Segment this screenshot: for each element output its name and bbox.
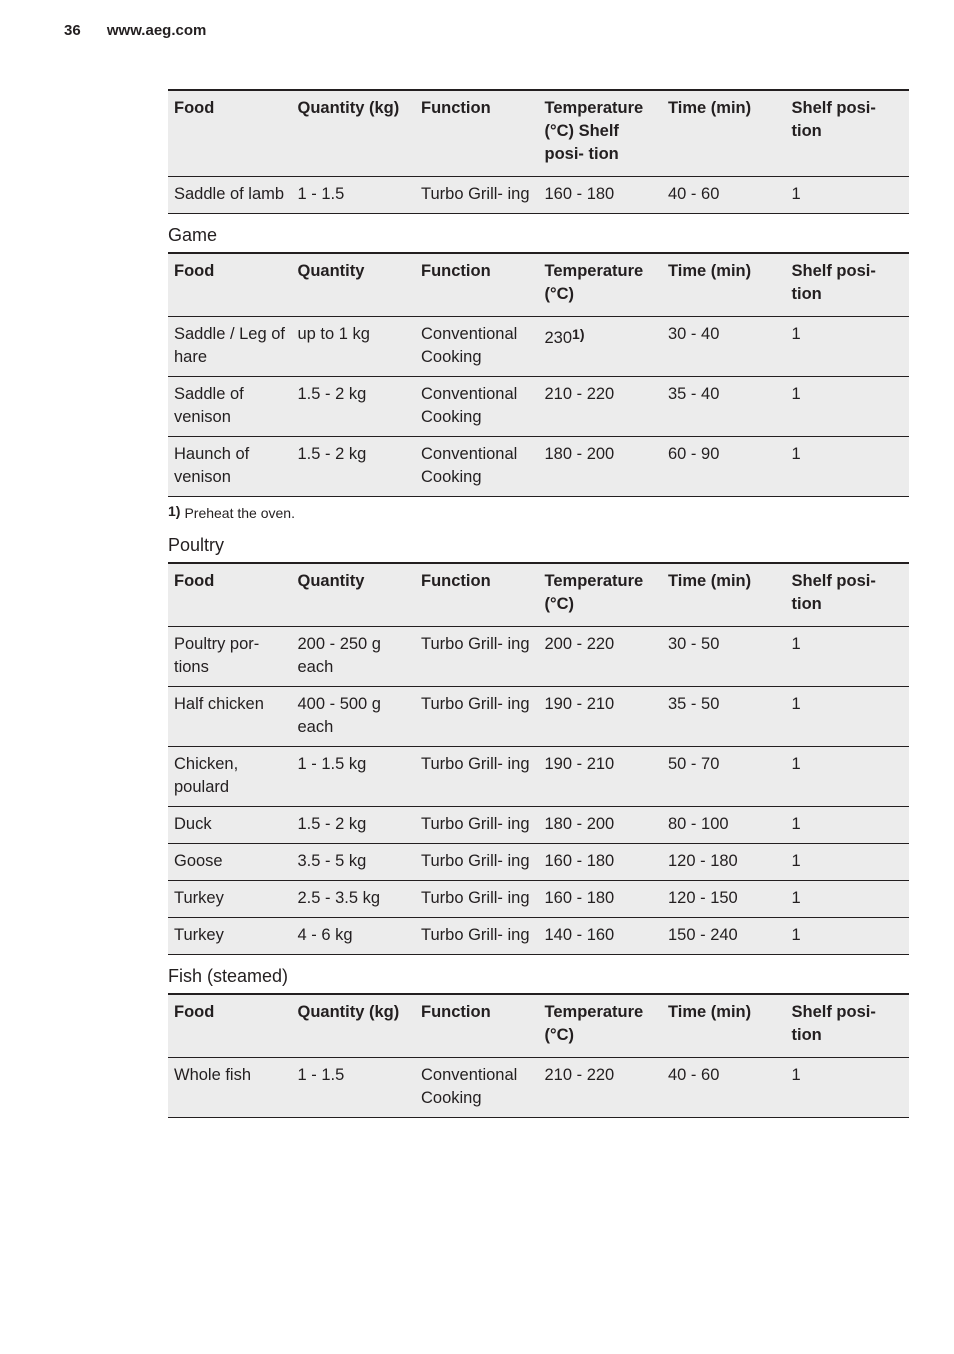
cell-food: Saddle / Leg of hare [174,325,286,366]
cell-function: Conventional Cooking [421,325,518,366]
cell-quantity: 1.5 - 2 kg [297,385,367,403]
cell-shelf: 1 [791,815,801,833]
header-temperature: Temperature (°C) Shelf posi- tion [544,99,644,163]
table-lamb [168,89,909,214]
cell-function: Turbo Grill- ing [421,815,530,833]
cell-temperature: 180 - 200 [544,815,615,833]
header-quantity: Quantity (kg) [297,99,400,117]
header-food: Food [174,99,215,117]
table-row [168,627,909,687]
header-function: Function [421,572,491,590]
temperature-value: 230 [544,329,573,347]
cell-shelf: 1 [791,185,801,203]
cell-time: 120 - 180 [668,852,738,870]
footnote [168,500,909,524]
cell-shelf: 1 [791,755,801,773]
cell-temperature: 210 - 220 [544,1066,615,1084]
cell-food: Turkey [174,889,224,907]
header-time: Time (min) [668,572,752,590]
cell-temperature: 200 - 220 [544,635,615,653]
cell-quantity: 1 - 1.5 [297,1066,345,1084]
cell-time: 40 - 60 [668,1066,720,1084]
header-temperature: Temperature (°C) [544,1003,644,1044]
cell-quantity: 2.5 - 3.5 kg [297,889,381,907]
cell-food: Half chicken [174,695,264,713]
table-row [168,881,909,918]
cell-quantity: 1.5 - 2 kg [297,445,367,463]
header-shelf: Shelf posi- tion [791,1003,876,1044]
cell-food: Saddle of lamb [174,185,285,203]
cell-temperature: 140 - 160 [544,926,615,944]
cell-quantity: 1 - 1.5 [297,185,345,203]
page-header [64,22,206,39]
table-row [168,317,909,377]
cell-shelf: 1 [791,889,801,907]
cell-temperature: 180 - 200 [544,445,615,463]
table-row [168,844,909,881]
section-title-fish: Fish (steamed) [168,966,289,986]
cell-temperature: 160 - 180 [544,852,615,870]
cell-quantity: 1 - 1.5 kg [297,755,367,773]
cell-function: Turbo Grill- ing [421,695,530,713]
cell-function: Conventional Cooking [421,445,518,486]
table-poultry [168,562,909,955]
cell-food: Haunch of venison [174,445,250,486]
cell-quantity: 4 - 6 kg [297,926,353,944]
cell-shelf: 1 [791,1066,801,1084]
header-quantity: Quantity [297,262,365,280]
cell-quantity: 200 - 250 g each [297,635,381,676]
cell-time: 35 - 50 [668,695,720,713]
cell-time: 80 - 100 [668,815,729,833]
cell-time: 50 - 70 [668,755,720,773]
cell-quantity: 3.5 - 5 kg [297,852,367,870]
header-quantity: Quantity (kg) [297,1003,400,1021]
cell-time: 120 - 150 [668,889,738,907]
cell-temperature: 210 - 220 [544,385,615,403]
cell-quantity: up to 1 kg [297,325,370,343]
table-row [168,177,909,214]
cell-function: Turbo Grill- ing [421,926,530,944]
cell-time: 40 - 60 [668,185,720,203]
table-game [168,252,909,497]
cell-function: Turbo Grill- ing [421,755,530,773]
cell-time: 150 - 240 [668,926,738,944]
cell-shelf: 1 [791,385,801,403]
cell-function: Turbo Grill- ing [421,852,530,870]
header-time: Time (min) [668,262,752,280]
cell-function: Turbo Grill- ing [421,635,530,653]
cell-shelf: 1 [791,926,801,944]
cell-function: Turbo Grill- ing [421,185,530,203]
header-quantity: Quantity [297,572,365,590]
table-header-row [168,90,909,177]
cell-food: Goose [174,852,223,870]
cell-shelf: 1 [791,695,801,713]
table-row [168,687,909,747]
cell-function: Turbo Grill- ing [421,889,530,907]
table-row [168,377,909,437]
footnote-mark: 1) [168,503,181,519]
cell-function: Conventional Cooking [421,1066,518,1107]
cell-shelf: 1 [791,635,801,653]
header-function: Function [421,99,491,117]
cell-shelf: 1 [791,852,801,870]
header-time: Time (min) [668,99,752,117]
table-header-row [168,994,909,1058]
table-fish [168,993,909,1118]
cell-quantity: 400 - 500 g each [297,695,381,736]
cell-food: Whole fish [174,1066,252,1084]
cell-shelf: 1 [791,325,801,343]
page-number: 36 [64,22,81,39]
header-function: Function [421,1003,491,1021]
cell-temperature: 160 - 180 [544,889,615,907]
header-temperature: Temperature (°C) [544,572,644,613]
section-title-poultry: Poultry [168,535,225,555]
cell-function: Conventional Cooking [421,385,518,426]
header-shelf: Shelf posi- tion [791,262,876,303]
header-temperature: Temperature (°C) [544,262,644,303]
header-url[interactable]: www.aeg.com [106,22,207,39]
table-header-row [168,563,909,627]
footnote-reference[interactable]: 1) [572,326,585,342]
table-row [168,1058,909,1118]
footnote-text: Preheat the oven. [184,505,295,521]
header-food: Food [174,1003,215,1021]
cell-food: Duck [174,815,212,833]
cell-temperature: 190 - 210 [544,695,615,713]
page-content [168,89,909,1118]
cell-temperature: 190 - 210 [544,755,615,773]
cell-food: Poultry por- tions [174,635,260,676]
cell-time: 60 - 90 [668,445,720,463]
table-row [168,918,909,955]
header-food: Food [174,262,215,280]
header-function: Function [421,262,491,280]
cell-time: 35 - 40 [668,385,720,403]
cell-food: Turkey [174,926,224,944]
table-row [168,807,909,844]
cell-food: Saddle of venison [174,385,244,426]
header-shelf: Shelf posi- tion [791,572,876,613]
cell-time: 30 - 50 [668,635,720,653]
section-title-game: Game [168,225,218,245]
cell-temperature [539,317,663,377]
table-row [168,747,909,807]
header-shelf: Shelf posi- tion [791,99,876,140]
cell-time: 30 - 40 [668,325,720,343]
cell-shelf: 1 [791,445,801,463]
cell-food: Chicken, poulard [174,755,239,796]
table-header-row [168,253,909,317]
header-food: Food [174,572,215,590]
cell-temperature: 160 - 180 [544,185,615,203]
header-time: Time (min) [668,1003,752,1021]
cell-quantity: 1.5 - 2 kg [297,815,367,833]
table-row [168,437,909,497]
